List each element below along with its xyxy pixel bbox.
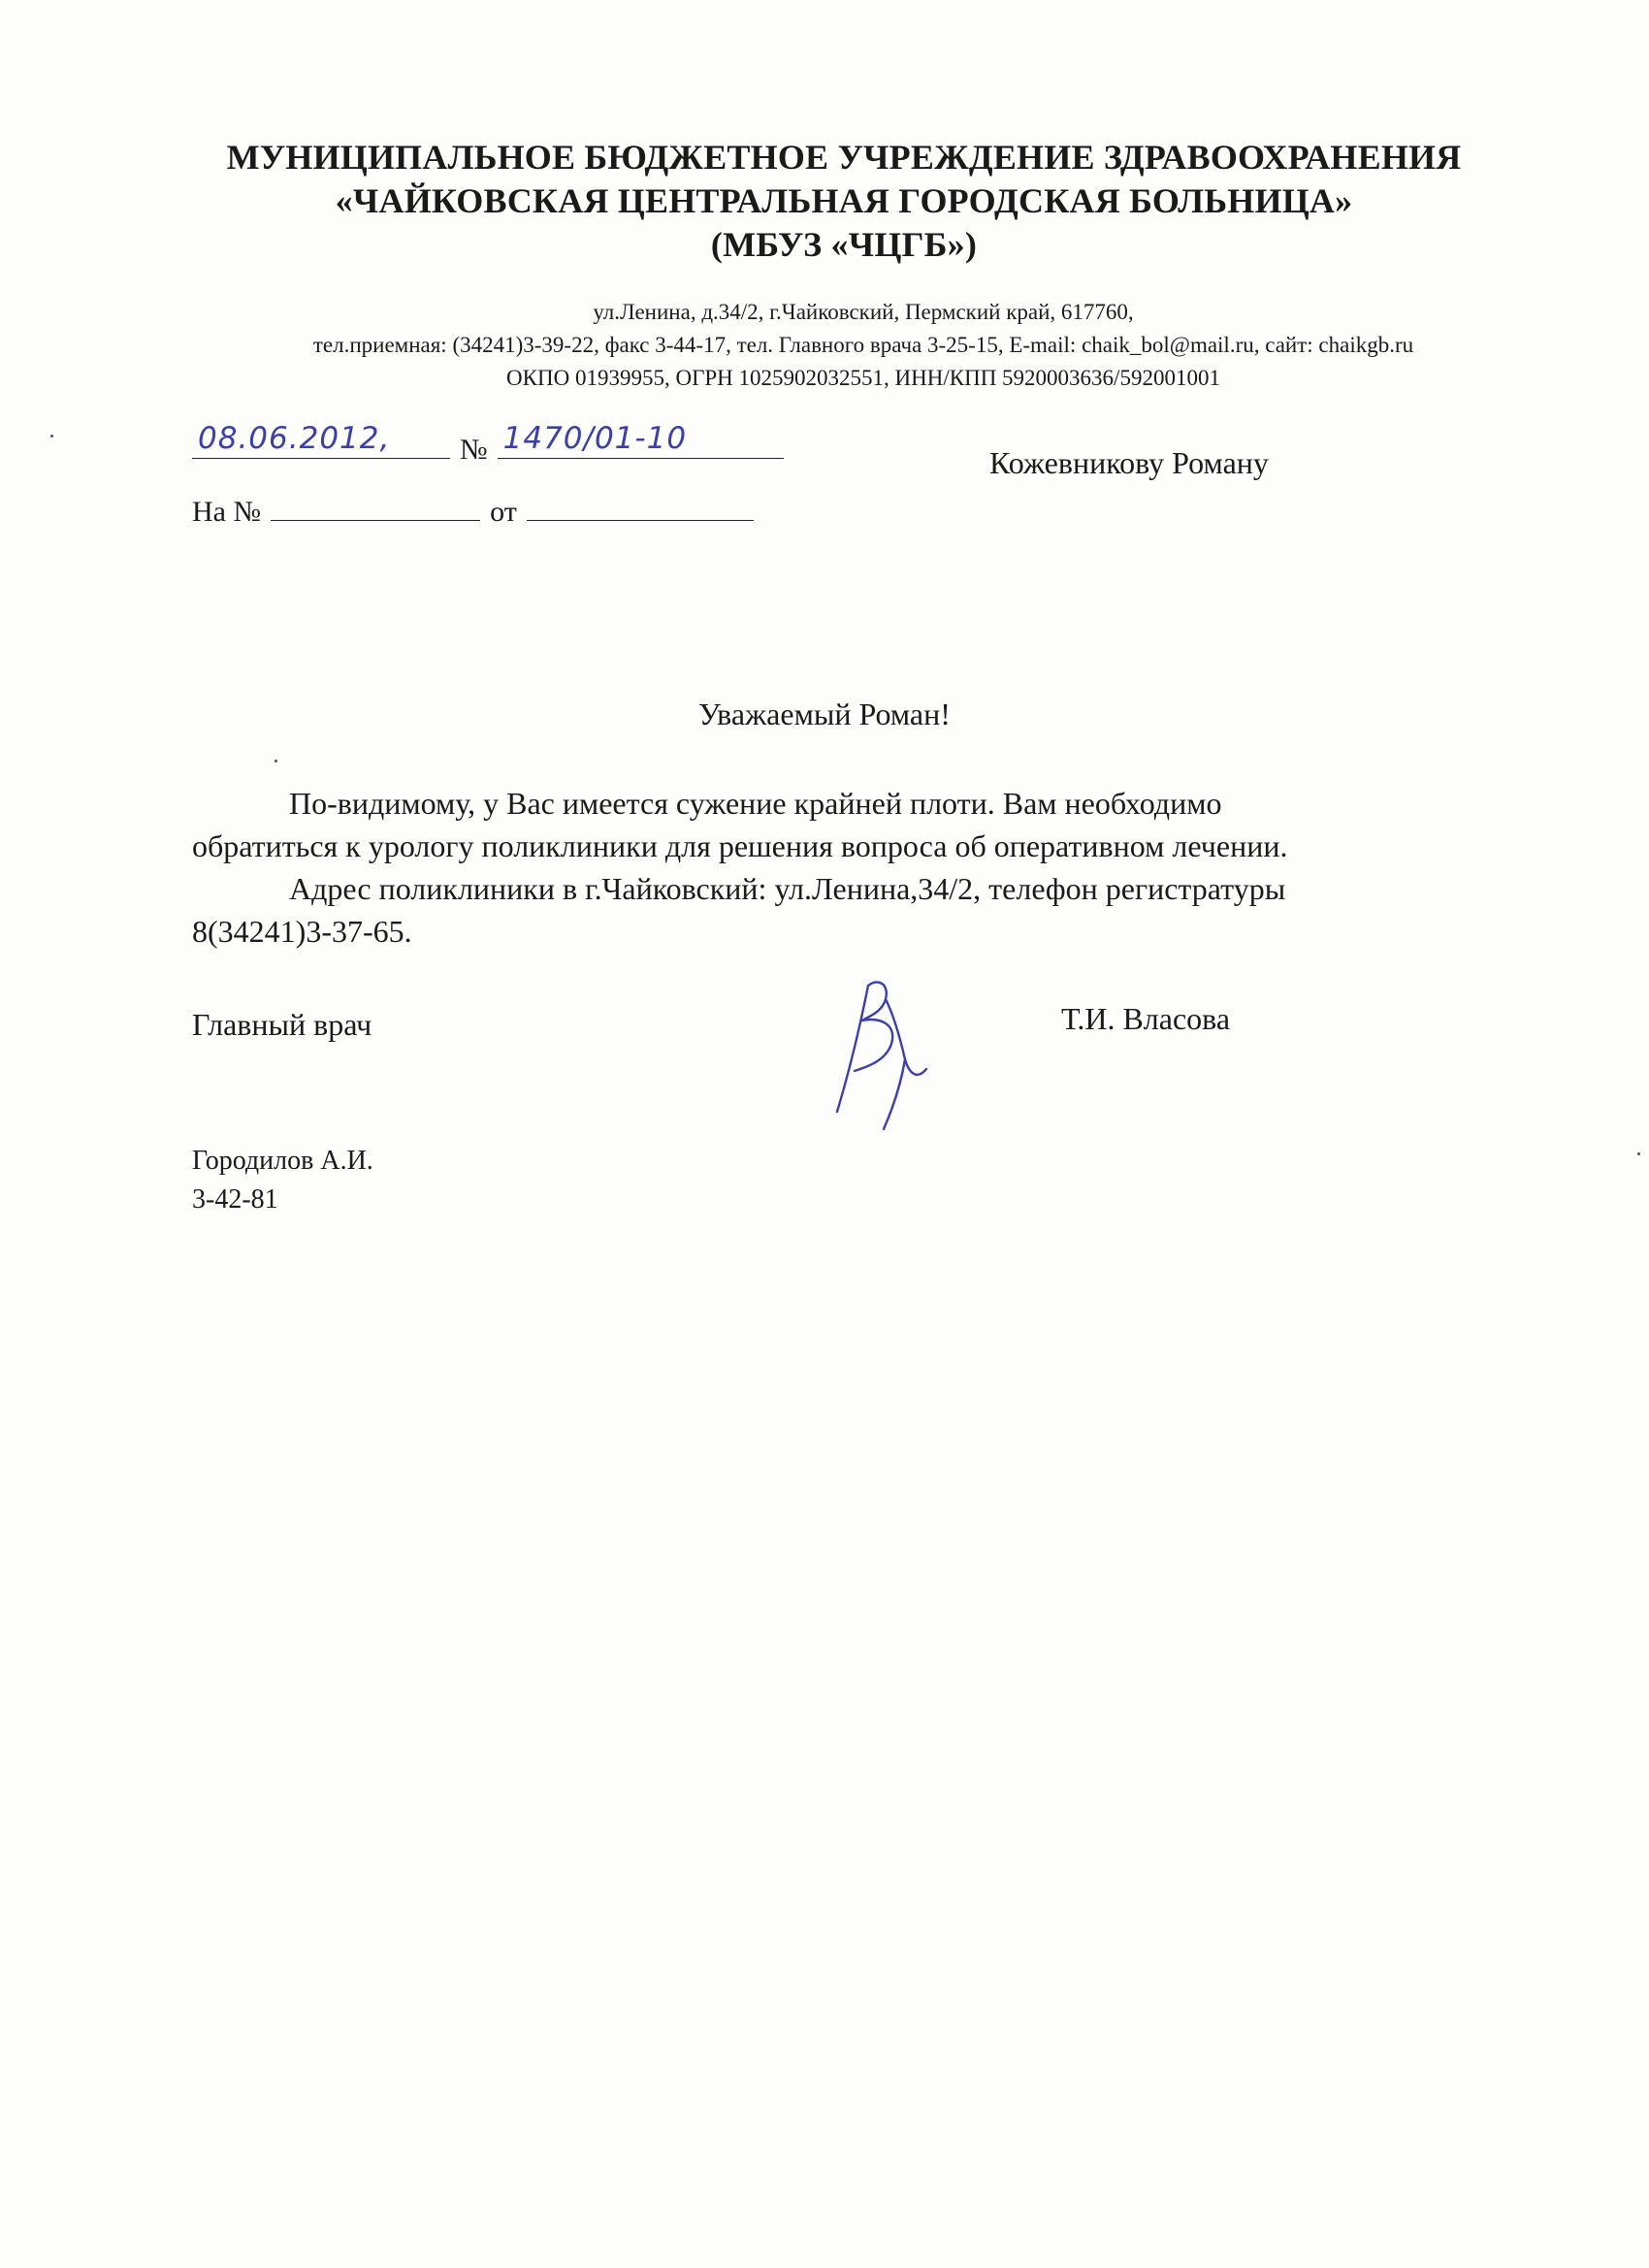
- reply-number-field: [271, 485, 480, 521]
- handwritten-signature-icon: [829, 966, 936, 1131]
- reply-date-field: [527, 485, 754, 521]
- org-abbreviation: (МБУЗ «ЧЦГБ»): [710, 225, 978, 264]
- outgoing-date-field: [192, 423, 450, 459]
- reply-to-label: На №: [192, 496, 262, 528]
- org-name-line-2: «ЧАЙКОВСКАЯ ЦЕНТРАЛЬНАЯ ГОРОДСКАЯ БОЛЬНИЦА»: [335, 181, 1353, 220]
- letter-body: [192, 782, 1531, 953]
- org-codes: ОКПО 01939955, ОГРН 1025902032551, ИНН/КПП 5920003636/592001001: [506, 366, 1220, 390]
- reply-registration: [192, 485, 754, 529]
- letterhead-contacts: [146, 296, 1581, 395]
- body-paragraph-2-line-1: Адрес поликлиники в г.Чайковский: ул.Ленина,34/2, телефон регистратуры: [289, 871, 1286, 906]
- scan-speck: [50, 435, 53, 437]
- outgoing-number-field: [498, 423, 784, 459]
- body-paragraph-2-line-2: 8(34241)3-37-65.: [192, 914, 412, 949]
- recipient: Кожевникову Роману: [989, 445, 1269, 480]
- executor-name: Городилов А.И.: [192, 1146, 373, 1176]
- number-label: №: [460, 434, 488, 466]
- from-label: от: [490, 496, 517, 528]
- org-address: ул.Ленина, д.34/2, г.Чайковский, Пермский край, 617760,: [593, 300, 1134, 324]
- signatory-name: Т.И. Власова: [1061, 1001, 1231, 1036]
- org-name-line-1: МУНИЦИПАЛЬНОЕ БЮДЖЕТНОЕ УЧРЕЖДЕНИЕ ЗДРАВООХРАНЕНИЯ: [226, 138, 1462, 177]
- org-phones: тел.приемная: (34241)3-39-22, факс 3-44-17, тел. Главного врача 3-25-15, E-mail: chaik_bol@mail.ru, сайт: chaikgb.ru: [312, 333, 1414, 357]
- executor-block: [192, 1142, 373, 1219]
- body-paragraph-1-line-1: По-видимому, у Вас имеется сужение крайней плоти. Вам необходимо: [289, 786, 1222, 821]
- executor-phone: 3-42-81: [192, 1184, 278, 1215]
- scan-speck: [275, 760, 277, 762]
- outgoing-number-handwritten: 1470/01-10: [502, 421, 688, 456]
- outgoing-registration: [192, 423, 784, 467]
- signatory-title: Главный врач: [192, 1007, 372, 1042]
- scan-speck: [1637, 1152, 1640, 1155]
- salutation: Уважаемый Роман!: [698, 697, 951, 731]
- body-paragraph-1-line-2: обратиться к урологу поликлиники для решения вопроса об оперативном лечении.: [192, 828, 1288, 863]
- letterhead: [146, 136, 1542, 267]
- outgoing-date-handwritten: 08.06.2012,: [198, 421, 391, 456]
